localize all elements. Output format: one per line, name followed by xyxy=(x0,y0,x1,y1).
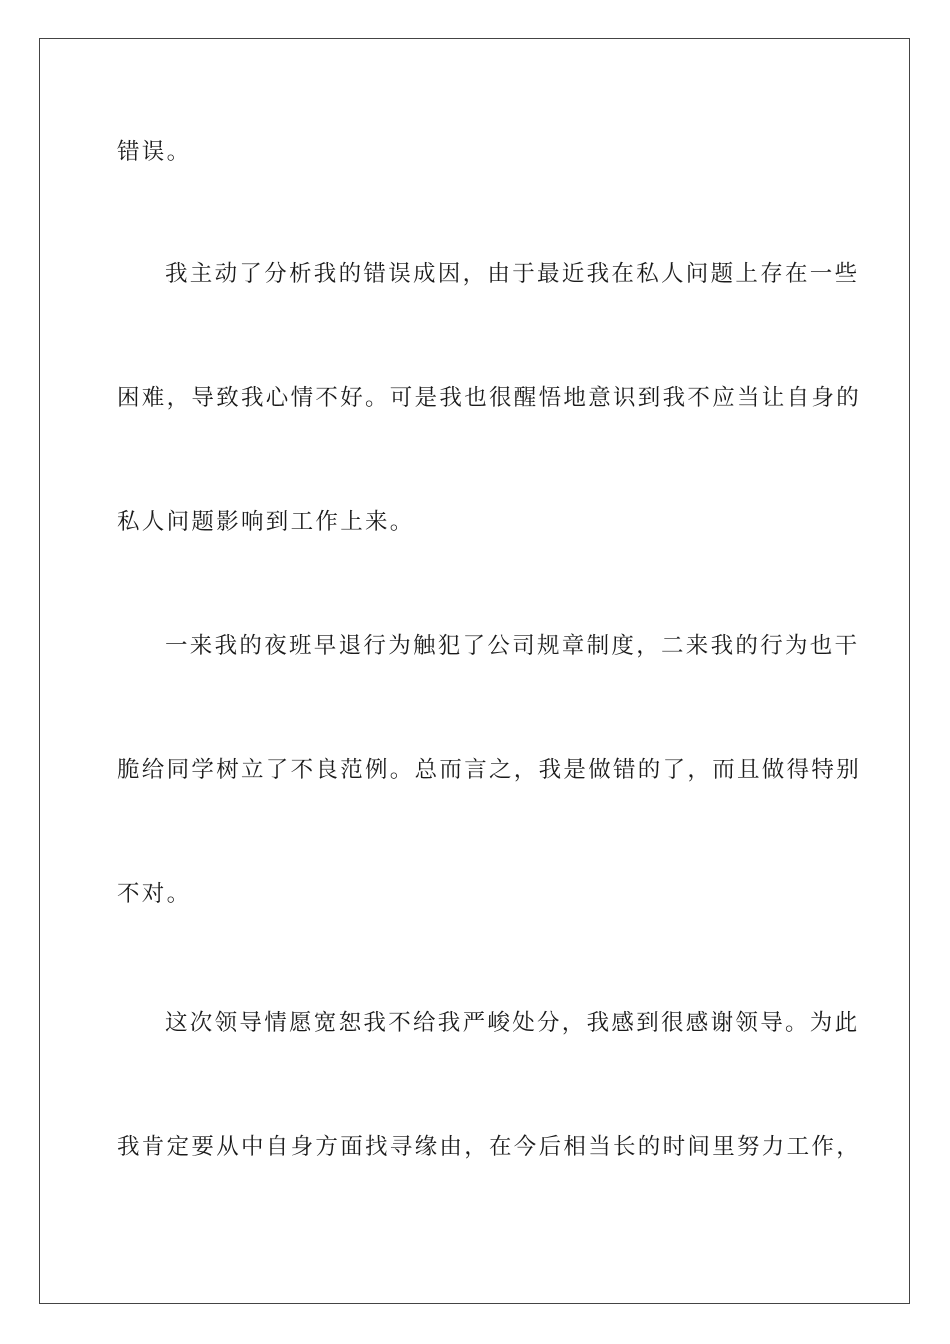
text-line: 这次领导情愿宽恕我不给我严峻处分，我感到很感谢领导。为此 xyxy=(165,1010,860,1036)
text-line: 不对。 xyxy=(117,881,192,907)
text-line: 我肯定要从中自身方面找寻缘由，在今后相当长的时间里努力工作， xyxy=(117,1134,862,1160)
page-border xyxy=(39,38,910,1304)
text-line: 脆给同学树立了不良范例。总而言之，我是做错的了，而且做得特别 xyxy=(117,757,862,783)
text-line: 私人问题影响到工作上来。 xyxy=(117,509,415,535)
text-line: 我主动了分析我的错误成因，由于最近我在私人问题上存在一些 xyxy=(165,261,860,287)
text-line: 困难，导致我心情不好。可是我也很醒悟地意识到我不应当让自身的 xyxy=(117,385,862,411)
text-line: 错误。 xyxy=(117,139,192,165)
text-line: 一来我的夜班早退行为触犯了公司规章制度，二来我的行为也干 xyxy=(165,633,860,659)
